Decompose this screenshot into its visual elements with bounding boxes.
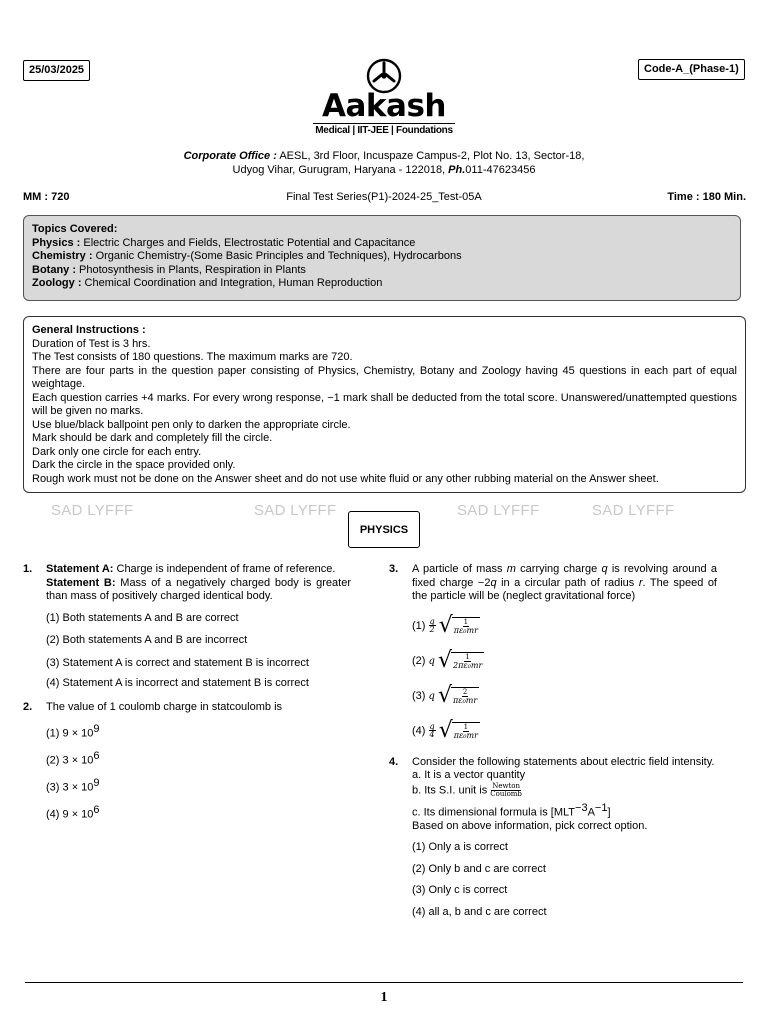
max-marks: MM : 720 [23,191,70,203]
brand-name: Aakash [322,88,446,124]
office-label: Corporate Office : [183,150,277,162]
option[interactable]: (3) q √ $\frac{2}{\text{πε₀mr}}$ [412,682,478,708]
time-limit: Time : 180 Min. [667,191,746,203]
topic-botany: Botany : Photosynthesis in Plants, Respiration in Plants [32,263,306,276]
option[interactable]: (4) $\frac{q}{4}$ √ $\frac{1}{\text{πε₀mr}}$ [412,717,478,743]
instruction-line: There are four parts in the question paper consisting of Physics, Chemistry, Botany and Zoology having 45 questions in each part of equal weightage. [32,364,737,390]
question-number: 2. [23,700,33,713]
instruction-line: The Test consists of 180 questions. The maximum marks are 720. [32,351,353,363]
instruction-line: Dark only one circle for each entry. [32,445,202,458]
question-text: Statement A: Charge is independent of frame of reference. Statement B: Mass of a negatively charged body is greater than mass of positively charged identical body. [46,563,351,602]
option[interactable]: (4) $9 \times 10^6$ [46,804,100,822]
option[interactable]: (2) Only b and c are correct [412,862,546,875]
page-number: 1 [380,990,388,1005]
phone-label: Ph. [448,164,466,176]
instruction-line: Each question carries +4 marks. For every wrong response, −1 mark shall be deducted from the total score. Unanswered/unattempted questions will be given no marks. [32,391,737,417]
option[interactable]: (4) all a, b and c are correct [412,905,547,918]
phone-number: 011-47623456 [465,164,536,176]
office-line-1: AESL, 3rd Floor, Incuspaze Campus-2, Plot No. 13, Sector-18, [276,150,585,162]
test-name: Final Test Series(P1)-2024-25_Test-05A [286,191,482,203]
question-2 [23,701,351,823]
instruction-line: Dark the circle in the space provided only. [32,459,236,471]
topic-zoology: Zoology : Chemical Coordination and Integration, Human Reproduction [32,277,383,289]
footer-divider [25,982,743,983]
code-box: Code-A_(Phase-1) [638,59,745,80]
option[interactable]: (4) Statement A is incorrect and statement B is correct [46,677,309,689]
corporate-office [0,149,768,177]
instruction-line: Duration of Test is 3 hrs. [32,337,151,350]
question-number: 3. [389,563,399,575]
question-4 [389,756,717,920]
left-column [23,563,351,823]
brand-tagline: Medical | IIT-JEE | Foundations [315,125,453,136]
option[interactable]: (3) $3 \times 10^9$ [46,777,100,794]
question-text: A particle of mass m carrying charge q is revolving around a fixed charge −2q in a circular path of radius r. The speed of the particle will be (neglect gravitational force) [412,563,717,602]
question-number: 1. [23,563,33,575]
option[interactable]: (3) Only c is correct [412,884,508,897]
section-heading-physics: PHYSICS [348,511,420,548]
question-1 [23,563,351,691]
option[interactable]: (2) $3 \times 10^6$ [46,750,100,767]
office-line-2: Udyog Vihar, Gurugram, Haryana - 122018, [232,164,449,176]
topics-box [23,215,741,301]
instruction-line: Rough work must not be done on the Answer sheet and do not use white fluid or any other rubbing material on the Answer sheet. [32,472,659,485]
question-text: Consider the following statements about electric field intensity. a. It is a vector quantity b. Its S.I. unit is $\frac{\text{Newton}}{\text{Coulomb}}$ c. Its dimensional formula is $[MLT^{-3}A^{-1}]$ Based on above information, pick correct option. [412,755,715,832]
question-3 [389,563,717,742]
instruction-line: Mark should be dark and completely fill the circle. [32,432,273,444]
option[interactable]: (3) Statement A is correct and statement B is incorrect [46,656,309,669]
question-text: The value of 1 coulomb charge in statcoulomb is [46,700,283,713]
topic-physics: Physics : Electric Charges and Fields, Electrostatic Potential and Capacitance [32,236,416,249]
option[interactable]: (2) q √ $\frac{1}{\text{2πε₀mr}}$ [412,647,483,673]
watermark: SAD LYFFF [51,502,134,519]
watermark: SAD LYFFF [457,502,540,519]
general-instructions [23,316,746,493]
option[interactable]: (1) Only a is correct [412,841,508,854]
option[interactable]: (1) $9 \times 10^9$ [46,723,100,740]
topic-chemistry: Chemistry : Organic Chemistry-(Some Basic Principles and Techniques), Hydrocarbons [32,250,462,262]
right-column [389,563,717,919]
date-box: 25/03/2025 [23,60,90,81]
instructions-title: General Instructions : [32,324,146,336]
question-number: 4. [389,755,399,768]
watermark: SAD LYFFF [254,502,337,519]
watermark: SAD LYFFF [592,502,675,519]
topics-title: Topics Covered: [32,223,118,235]
option[interactable]: (1) $\frac{q}{2}$ √ $\frac{1}{\text{πε₀mr}}$ [412,612,478,638]
instruction-line: Use blue/black ballpoint pen only to darken the appropriate circle. [32,418,351,431]
option[interactable]: (2) Both statements A and B are incorrect [46,634,248,646]
brand-divider [313,123,455,124]
option[interactable]: (1) Both statements A and B are correct [46,611,239,624]
